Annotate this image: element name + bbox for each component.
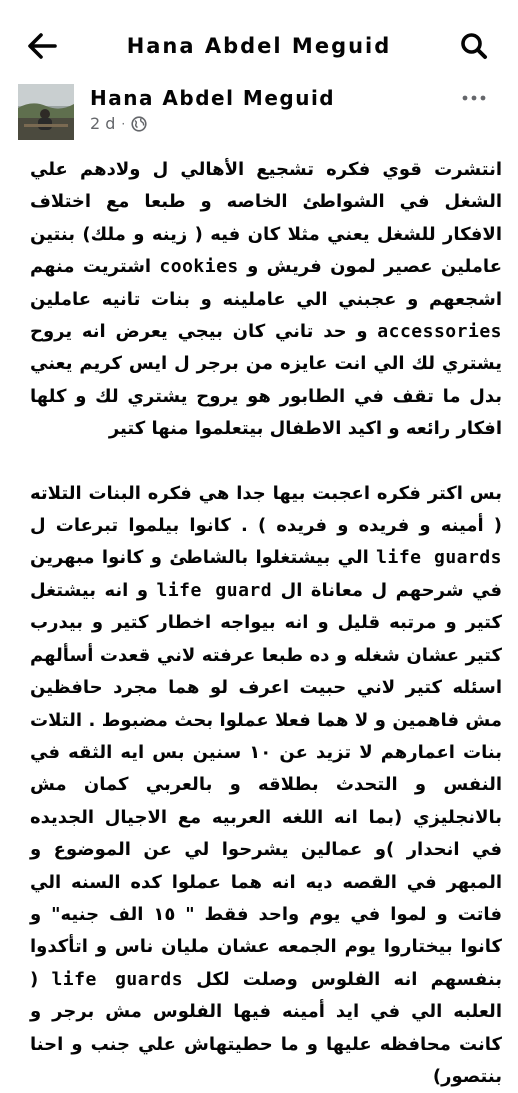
text-run: ( العلبه الي في ايد أمينه فيها الفلوس مش برجر و كانت محافظه عليها و ما حطيتهاش علي جنب و احنا بنتصور) (30, 968, 502, 1087)
back-button[interactable] (22, 26, 62, 66)
search-icon (460, 32, 488, 60)
english-term: cookies (159, 256, 239, 278)
meta-separator: · (121, 116, 126, 131)
text-run: و انه بيشتغل كتير و مرتبه قليل و انه بيواجه اخطار كتير و بيدرب كتير عشان شغله و ده طبعا عرفته لاني قعدت أسألهم اسئله كتير لاني حبيت اعرف لو هما مجرد حافظين مش فاهمين و لا هما فعلا عملوا بحث مضبوط . التلات بنات اعمارهم لا تزيد عن ١٠ سنين بس ايه الثقه في النفس و التحدث بطلاقه و بالعربي كمان مش بالانجليزي (بما انه اللغه العربيه مع الاجيال الجديده في انحدار )و عمالين يشرحوا لي عن الموضوع و المبهر في القصه ديه انه هما عملوا كده السنه الي فاتت و لموا في يوم واحد فقط " ١٥ الف جنيه" و كانوا بيختاروا يوم الجمعه عشان مليان ناس و اتأكدوا بنفسهم انه الفلوس وصلت لكل (30, 579, 502, 990)
globe-icon (131, 116, 147, 132)
english-term: life guards (376, 547, 502, 569)
text-run: انتشرت قوي فكره تشجيع الأهالي ل ولادهم علي الشغل في الشواطئ الخاصه و طبعا مع اختلاف الافكار للشغل يعني مثلا كان فيه ( زينه و ملك) بنتين عاملين عصير لمون فريش و (30, 159, 502, 278)
text-run: اشتريت منهم اشجعهم و عجبني الي عاملينه و بنات تانيه عاملين (30, 256, 502, 310)
english-term: life guard (156, 579, 273, 601)
post-paragraph-1 (30, 154, 502, 446)
post-body (30, 154, 502, 1087)
text-run: و حد تاني كان بيجي يعرض انه يروح يشتري لك الي انت عايزه من برجر ل ايس كريم يعني بدل ما تقف في الطابور هو يروح يشتري لك و كلها افكار رائعه و اكيد الاطفال بيتعلموا منها كتير (30, 321, 502, 440)
author-name[interactable]: Hana Abdel Meguid (90, 86, 336, 110)
avatar[interactable] (18, 84, 74, 140)
more-options-button[interactable] (456, 84, 492, 112)
text-run: الي بيشتغلوا بالشاطئ و كانوا مبهرين في شرحهم ل معاناة ال (30, 547, 502, 601)
more-icon (462, 95, 486, 101)
post-header (18, 84, 508, 148)
english-term: life guards (51, 968, 184, 990)
search-button[interactable] (454, 26, 494, 66)
post-meta (90, 114, 147, 133)
page-title: Hana Abdel Meguid (126, 34, 392, 58)
english-term: accessories (377, 321, 502, 343)
post-time[interactable]: 2 d (90, 114, 116, 133)
text-run: بس اكتر فكره اعجبت بيها جدا هي فكره البنات التلاته ( أمينه و فريده و فريده ) . كانوا بيلموا تبرعات ل (30, 482, 502, 537)
back-arrow-icon (27, 33, 57, 59)
post-paragraph-2 (30, 478, 502, 1093)
top-bar (0, 0, 518, 92)
avatar-photo (18, 84, 74, 140)
